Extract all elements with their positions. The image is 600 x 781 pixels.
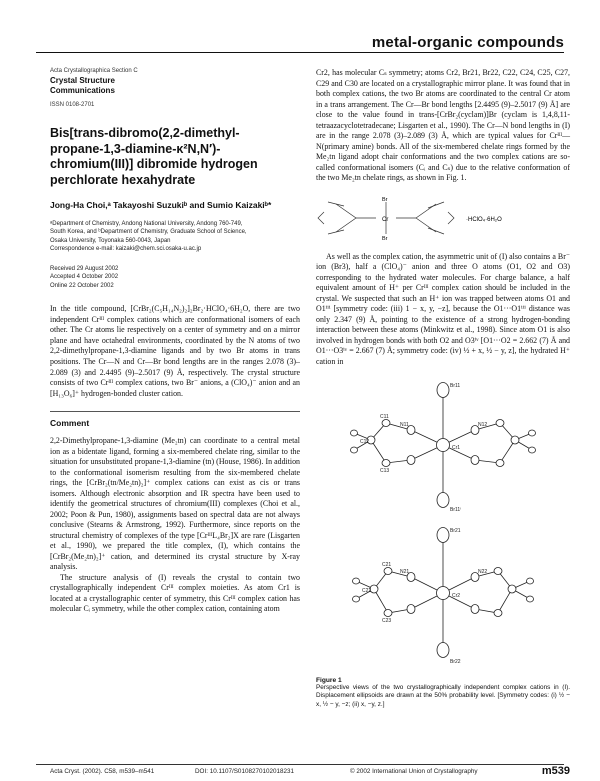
comment-heading: Comment bbox=[50, 411, 300, 428]
right-column bbox=[316, 68, 570, 709]
scheme-formula: ·HClO₄·6H₂O bbox=[466, 216, 502, 223]
figure-1 bbox=[316, 375, 570, 675]
paper-title bbox=[50, 126, 300, 188]
footer-journal: Acta Cryst. (2002). C58, m539–m541 bbox=[50, 768, 155, 775]
atom-label-n12: N12 bbox=[478, 422, 488, 428]
scheme-cr-label: Cr bbox=[382, 216, 389, 223]
scheme-drawing bbox=[316, 194, 570, 242]
authors: Jong-Ha Choi,ᵃ Takayoshi Suzukiᵇ and Sumio Kaizakiᵇ* bbox=[50, 200, 272, 210]
online-date: Online 22 October 2002 bbox=[50, 282, 114, 289]
atom-label-c12: C12 bbox=[360, 439, 370, 445]
footer-rule bbox=[36, 764, 564, 765]
affiliation-line-3: Osaka University, Toyonaka 560-0043, Japan bbox=[50, 237, 171, 244]
footer-doi: DOI: 10.1107/S0108270102018231 bbox=[195, 768, 294, 775]
figure-caption-title: Figure 1 bbox=[316, 677, 342, 684]
atom-label-br22: Br22 bbox=[450, 659, 461, 665]
left-column bbox=[50, 68, 300, 615]
affiliation-line-1: ᵃDepartment of Chemistry, Andong National University, Andong 760-749, bbox=[50, 221, 243, 227]
atom-label-n11: N11 bbox=[400, 422, 409, 428]
dates bbox=[50, 265, 300, 290]
atom-label-cr1: Cr1 bbox=[452, 445, 461, 451]
comment-paragraph-4: As well as the complex cation, the asymmetric unit of (I) also contains a Br⁻ ion (Br3), half a (ClO₄)⁻ anion and three O atoms (O1, O2 and O3) corresponding to the hydrated water molecules. For charge balance, a half equivalent amount of H⁺ per Crᴵᴵᴵ complex cation should be included in the crystal. We suspected that such an H⁺ ion was trapped between atoms O1 and O1ⁱⁱⁱ [symmetry code: (iii) 1 − x, y, −z], because the O1···O1ⁱⁱⁱ distance was only 2.347 (9) Å, pointing to the existence of a strong hydrogen-bonding interaction between these atoms (Minkwitz et al., 1998). Since atom O1 is also involved in hydrogen bonds with both O2 and O3ⁱᵛ [O1···O2 = 2.662 (7) Å and O1···O3ⁱᵛ = 2.667 (7) Å; symmetry code: (iv) ½ + x, ½ − y, z], the hydrated H⁺ cation in bbox=[316, 251, 570, 366]
correspondence-email: Correspondence e-mail: kaizaki@chem.sci.osaka-u.ac.jp bbox=[50, 245, 202, 252]
atom-label-c23: C23 bbox=[382, 618, 392, 624]
page-number: m539 bbox=[541, 765, 570, 777]
scheme-br-top: Br bbox=[382, 196, 388, 203]
affiliation bbox=[50, 220, 300, 253]
abstract: In the title compound, [CrBr₂(C₅H₁₄N₂)₂]₂Br₂·HClO₄·6H₂O, there are two independent Crᴵᴵᴵ complex cations which are conformational isomers of each other. The Cr atoms lie respectively on a center of symmetry and on a mirror plane and have octahedral environments, coordinated by the N atoms of two 2,2-dimethylpropane-1,3-diamine ligands and by two Br atoms in trans positions. The Cr—N and Cr—Br bond lengths are in the ranges 2.078 (3)–2.089 (3) and 2.4495 (9)–2.5017 (9) Å, respectively. The crystal structure consists of two Crᴵᴵᴵ complex cations, two Br⁻ anions, a (ClO₄)⁻ anion and an [H₁₃O₆]⁺ hydrogen-bonded cluster cation. bbox=[50, 304, 300, 398]
received-date: Received 29 August 2002 bbox=[50, 266, 119, 273]
atom-label-br11i: Br11ⁱ bbox=[450, 507, 462, 513]
comment-paragraph-2: The structure analysis of (I) reveals the crystal to contain two crystallographically independent Crᴵᴵᴵ complex moieties. As atom Cr1 is located at a crystallographic center of symmetry, this Crᴵᴵᴵ complex cation has molecular Cᵢ symmetry, while the other complex cation, containing atom bbox=[50, 572, 300, 614]
atom-label-c11: C11 bbox=[380, 414, 389, 420]
issn: ISSN 0108-2701 bbox=[50, 102, 95, 108]
atom-label-cr2: Cr2 bbox=[452, 593, 461, 599]
atom-label-br11: Br11 bbox=[450, 383, 461, 389]
accepted-date: Accepted 4 October 2002 bbox=[50, 274, 119, 281]
comment-paragraph-1: 2,2-Dimethylpropane-1,3-diamine (Me₂tn) can coordinate to a central metal ion as a bidentate ligand, forming a six-membered chelate ring, similar to the situation for unsubstituted propane-1,3-diamine (tn) (House, 1986). In addition to the conformational isomerism resulting from the six-membered chelate rings, the [CrBr₂(tn/Me₂tn)₂]⁺ complex cations can exist as cis or trans isomers. Although electronic absorption and IR spectra have been used to identify the geometrical structures of chromium(III) complexes (Choi et al., 2002; Poon & Pun, 1980), assignments based on spectral data are not always conclusive (Stearns & Armstrong, 1992). Furthermore, since reports on the structural chemistry of complexes of the type [CrᴵᴵᴵL₄Br₂]X are rare (Lisgarten et al., 1990), we prepared the title complex, (I), which contains the [CrBr₂(Me₂tn)₂]⁺ cation, and determined its crystal structure by X-ray analysis. bbox=[50, 436, 300, 572]
title-line-4: perchlorate hexahydrate bbox=[50, 172, 196, 187]
title-line-2: propane-1,3-diamine-κ²N,N′)- bbox=[50, 141, 221, 156]
chemical-scheme bbox=[316, 194, 570, 242]
atom-label-br21: Br21 bbox=[450, 528, 461, 534]
top-rule bbox=[36, 52, 564, 53]
figure-1-drawing bbox=[316, 375, 570, 675]
journal-name-line-1: Crystal Structure bbox=[50, 76, 115, 85]
atom-label-c13: C13 bbox=[380, 468, 390, 474]
comment-paragraph-3: Cr2, has molecular Cₛ symmetry; atoms Cr2, Br21, Br22, C22, C24, C25, C27, C29 and C30 are located on a crystallographic mirror plane. It was found that in both complex cations, the two Br atoms are coordinated to the central Cr atom in a trans arrangement. The Cr—Br bond lengths [2.4495 (9)–2.5017 (9) Å] are close to the value found in trans-[CrBr₂(cyclam)]Br (cyclam is 1,4,8,11-tetraazacyclotetradecane; Lisgarten et al., 1990). The Cr—N bond lengths in (I) are in the range 2.078 (3)–2.089 (3) Å, which are typical values for Crᴵᴵᴵ—N(primary amine) bonds. All of the six-membered chelate rings formed by the Me₂tn ligand adopt chair conformations and the two complex cations are so-called conformational isomers (Cᵢ and Cₛ) due to the relative conformation of the two Me₂tn chelate rings, as shown in Fig. 1. bbox=[316, 68, 570, 182]
scheme-br-bottom: Br bbox=[382, 235, 388, 242]
atom-label-c21: C21 bbox=[382, 562, 392, 568]
title-line-3: chromium(III)] dibromide hydrogen bbox=[50, 157, 258, 171]
figure-caption: Perspective views of the two crystallographically independent complex cations in (I). Displacement ellipsoids are drawn at the 50% probability level. [Symmetry codes: (i) ½ − x, ½ − y, −z; (ii) x, −y, z.] bbox=[316, 684, 570, 708]
footer-copyright: © 2002 International Union of Crystallography bbox=[350, 768, 478, 775]
affiliation-line-2: South Korea, and ᵇDepartment of Chemistry, Graduate School of Science, bbox=[50, 229, 247, 236]
journal-line: Acta Crystallographica Section C bbox=[50, 68, 138, 74]
atom-label-c22: C22 bbox=[362, 588, 372, 594]
title-line-1: Bis[trans-dibromo(2,2-dimethyl- bbox=[50, 126, 240, 140]
journal-name-line-2: Communications bbox=[50, 86, 115, 95]
journal-name bbox=[50, 76, 300, 96]
section-title: metal-organic compounds bbox=[371, 34, 564, 51]
atom-label-n22: N22 bbox=[478, 569, 488, 575]
atom-label-n21: N21 bbox=[400, 569, 410, 575]
